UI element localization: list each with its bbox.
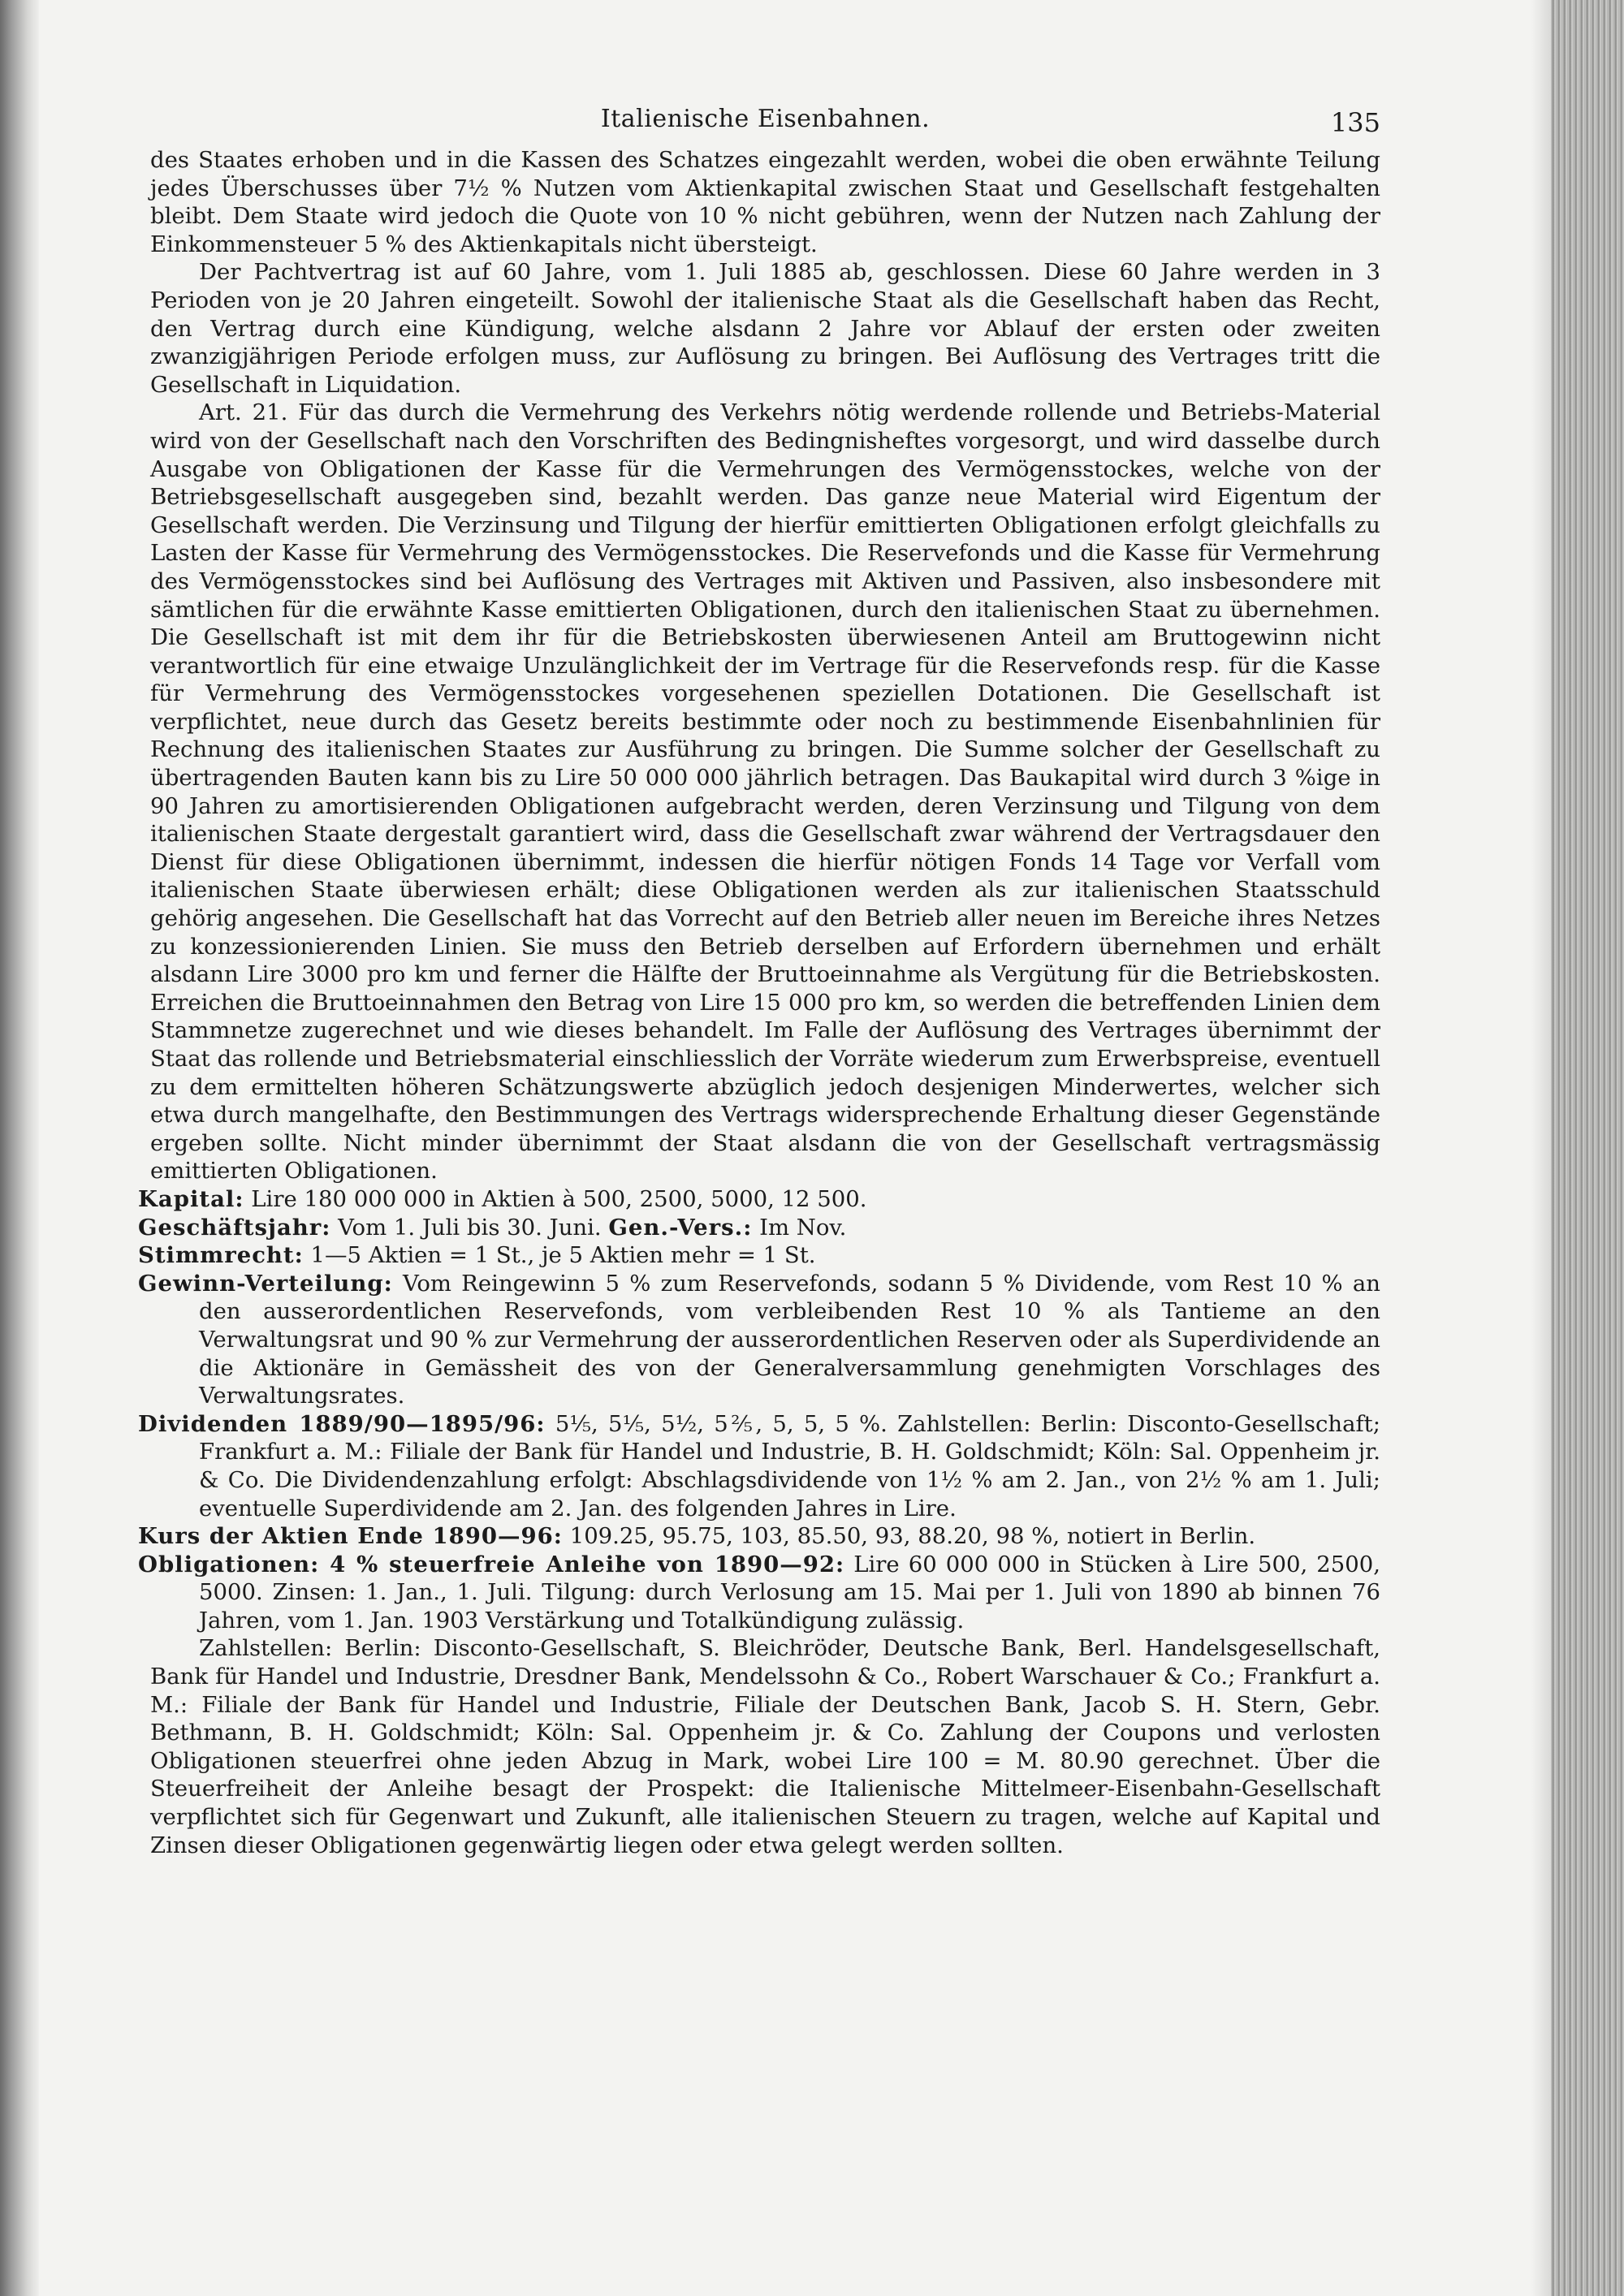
entry-text: Vom Reingewinn 5 % zum Reservefonds, sodann 5 % Dividende, vom Rest 10 % an den ausserordentlichen Reservefonds, vom verbleibenden Rest 10 % als Tantieme an den Verwaltungsrat und 90 % zur Vermehrung der ausserordentlichen Reserven oder als Superdividende an die Aktionäre in Gemässheit des von der Generalversammlung genehmigten Vorschlages des Verwaltungsrates. xyxy=(199,1270,1380,1409)
entry-kapital xyxy=(138,1185,1380,1214)
entry-text: 109.25, 95.75, 103, 85.50, 93, 88.20, 98 %, notiert in Berlin. xyxy=(562,1523,1256,1550)
body-text xyxy=(150,146,1380,1185)
book-gutter-left xyxy=(0,0,39,2296)
entry-text: Lire 60 000 000 in Stücken à Lire 500, 2500, 5000. Zinsen: 1. Jan., 1. Juli. Tilgung: durch Verlosung am 15. Mai per 1. Juli von 1890 ab binnen 76 Jahren, vom 1. Jan. 1903 Verstärkung und Totalkündigung zulässig. xyxy=(199,1551,1380,1634)
entry-label-gen-vers: Gen.-Vers.: xyxy=(608,1214,753,1241)
entry-text: Lire 180 000 000 in Aktien à 500, 2500, 5000, 12 500. xyxy=(244,1185,867,1212)
paragraph-zahlstellen: Zahlstellen: Berlin: Disconto-Gesellschaft, S. Bleichröder, Deutsche Bank, Berl. Handelsgesellschaft, Bank für Handel und Industrie, Dresdner Bank, Mendelssohn & Co., Robert Warschauer & Co.; Frankfurt a. M.: Filiale der Bank für Handel und Industrie, Filiale der Deutschen Bank, Jacob S. H. Stern, Gebr. Bethmann, B. H. Goldschmidt; Köln: Sal. Oppenheim jr. & Co. Zahlung der Coupons und verlosten Obligationen steuerfrei ohne jeden Abzug in Mark, wobei Lire 100 = M. 80.90 gerechnet. Über die Steuerfreiheit der Anleihe besagt der Prospekt: die Italienische Mittelmeer-Eisenbahn-Gesellschaft verpflichtet sich für Gegenwart und Zukunft, alle italienischen Steuern zu tragen, welche auf Kapital und Zinsen dieser Obligationen gegenwärtig liegen oder etwa gelegt werden sollten. xyxy=(150,1635,1380,1858)
entry-label: Kapital: xyxy=(138,1185,244,1212)
entry-label: Stimmrecht: xyxy=(138,1242,304,1269)
paragraph-continuation: des Staates erhoben und in die Kassen des Schatzes eingezahlt werden, wobei die oben erwähnte Teilung jedes Überschusses über 7½ % Nutzen vom Aktienkapital zwischen Staat und Gesellschaft festgehalten bleibt. Dem Staate wird jedoch die Quote von 10 % nicht gebühren, wenn der Nutzen nach Zahlung der Einkommensteuer 5 % des Aktienkapitals nicht übersteigt. xyxy=(150,147,1380,257)
running-title: Italienische Eisenbahnen. xyxy=(600,105,931,133)
paragraph-article-21: Art. 21. Für das durch die Vermehrung des Verkehrs nötig werdende rollende und Betriebs-Material wird von der Gesellschaft nach den Vorschriften des Bedingnisheftes vorgesorgt, und wird dasselbe durch Ausgabe von Obligationen der Kasse für die Vermehrungen des Vermögensstockes, welche von der Betriebsgesellschaft ausgegeben sind, bezahlt werden. Das ganze neue Material wird Eigentum der Gesellschaft werden. Die Verzinsung und Tilgung der hierfür emittierten Obligationen erfolgt gleichfalls zu Lasten der Kasse für Vermehrung des Vermögensstockes. Die Reservefonds und die Kasse für Vermehrung des Vermögensstockes sind bei Auflösung des Vertrages mit Aktiven und Passiven, also insbesondere mit sämtlichen für die erwähnte Kasse emittierten Obligationen, durch den italienischen Staat zu übernehmen. Die Gesellschaft ist mit dem ihr für die Betriebskosten überwiesenen Anteil am Bruttogewinn nicht verantwortlich für eine etwaige Unzulänglichkeit der im Vertrage für die Reservefonds resp. für die Kasse für Vermehrung des Vermögensstockes vorgesehenen speziellen Dotationen. Die Gesellschaft ist verpflichtet, neue durch das Gesetz bereits bestimmte oder noch zu bestimmende Eisenbahnlinien für Rechnung des italienischen Staates zur Ausführung zu bringen. Die Summe solcher der Gesellschaft zu übertragenden Bauten kann bis zu Lire 50 000 000 jährlich betragen. Das Baukapital wird durch 3 %ige in 90 Jahren zu amortisierenden Obligationen aufgebracht werden, deren Verzinsung und Tilgung von dem italienischen Staate dergestalt garantiert wird, dass die Gesellschaft zwar während der Vertragsdauer den Dienst für diese Obligationen übernimmt, indessen die hierfür nötigen Fonds 14 Tage vor Verfall vom italienischen Staate überwiesen erhält; diese Obligationen werden als zur italienischen Staatsschuld gehörig angesehen. Die Gesellschaft hat das Vorrecht auf den Betrieb aller neuen im Bereiche ihres Netzes zu konzessionierenden Linien. Sie muss den Betrieb derselben auf Erfordern übernehmen und erhält alsdann Lire 3000 pro km und ferner die Hälfte der Bruttoeinnahme als Vergütung für die Betriebskosten. Erreichen die Bruttoeinnahmen den Betrag von Lire 15 000 pro km, so werden die betreffenden Linien dem Stammnetze zugerechnet und wie dieses behandelt. Im Falle der Auflösung des Vertrages übernimmt der Staat das rollende und Betriebsmaterial einschliesslich der Vorräte wiederum zum Erwerbspreise, eventuell zu dem ermittelten höheren Schätzungswerte abzüglich jedoch desjenigen Minderwertes, welcher sich etwa durch mangelhafte, den Bestimmungen des Vertrags widersprechende Erhaltung dieser Gegenstände ergeben sollte. Nicht minder übernimmt der Staat alsdann die von der Gesellschaft vertragsmässig emittierten Obligationen. xyxy=(150,399,1380,1185)
book-page xyxy=(138,97,1380,1859)
running-head xyxy=(150,97,1380,146)
page-number: 135 xyxy=(1330,107,1380,138)
entry-label: Dividenden 1889/90—1895/96: xyxy=(138,1410,546,1437)
entry-text: 1—5 Aktien = 1 St., je 5 Aktien mehr = 1 St. xyxy=(303,1242,816,1269)
entry-text: Vom 1. Juli bis 30. Juni. xyxy=(330,1214,609,1241)
entry-label: Kurs der Aktien Ende 1890—96: xyxy=(138,1523,563,1550)
book-page-stack-right xyxy=(1551,0,1624,2296)
company-facts xyxy=(138,1185,1380,1859)
entry-dividenden xyxy=(138,1410,1380,1522)
page-edge-shadow xyxy=(1531,0,1551,2296)
paragraph-pachtvertrag: Der Pachtvertrag ist auf 60 Jahre, vom 1. Juli 1885 ab, geschlossen. Diese 60 Jahre werden in 3 Perioden von je 20 Jahren eingeteilt. Sowohl der italienische Staat als die Gesellschaft haben das Recht, den Vertrag durch eine Kündigung, welche alsdann 2 Jahre vor Ablauf der ersten oder zweiten zwanzigjährigen Periode erfolgen muss, zur Auflösung zu bringen. Bei Auflösung des Vertrages tritt die Gesellschaft in Liquidation. xyxy=(150,259,1380,398)
entry-text: Im Nov. xyxy=(752,1214,847,1241)
entry-text: 5⅕, 5⅕, 5½, 5⅖, 5, 5, 5 %. Zahlstellen: Berlin: Disconto-Gesellschaft; Frankfurt a. M.: Filiale der Bank für Handel und Industrie, B. H. Goldschmidt; Köln: Sal. Oppenheim jr. & Co. Die Dividendenzahlung erfolgt: Abschlagsdividende von 1½ % am 2. Jan., von 2½ % am 1. Juli; eventuelle Superdividende am 2. Jan. des folgenden Jahres in Lire. xyxy=(199,1410,1380,1521)
entry-stimmrecht xyxy=(138,1241,1380,1270)
entry-label: Geschäftsjahr: xyxy=(138,1214,331,1241)
entry-gewinn-verteilung xyxy=(138,1270,1380,1410)
entry-geschaeftsjahr xyxy=(138,1214,1380,1242)
entry-obligationen xyxy=(138,1551,1380,1635)
entry-label: Obligationen: 4 % steuerfreie Anleihe von 1890—92: xyxy=(138,1551,845,1577)
entry-label: Gewinn-Verteilung: xyxy=(138,1270,393,1297)
entry-kurs xyxy=(138,1522,1380,1551)
